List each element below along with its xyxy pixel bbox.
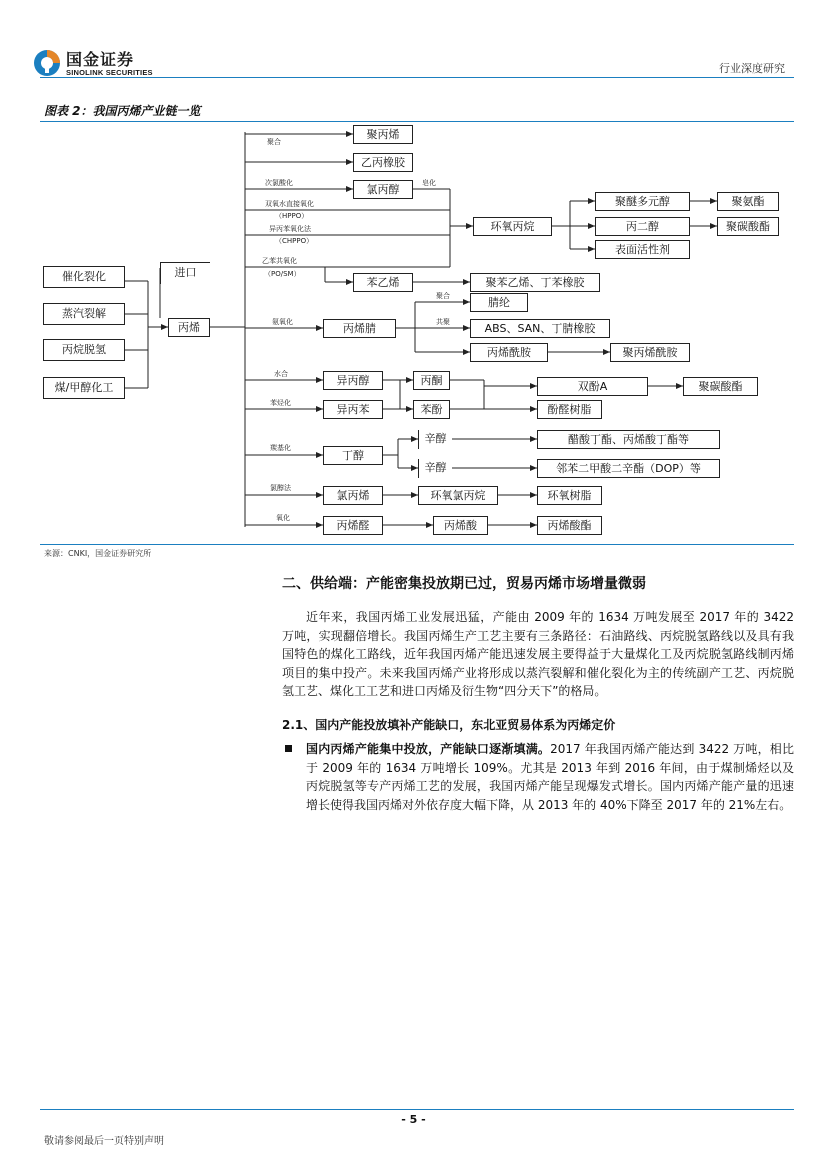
node-polycarbonate-pc: 聚碳酸酯 <box>717 217 779 236</box>
footer-rule <box>40 1109 794 1110</box>
node-pdh: 丙烷脱氢 <box>43 339 125 361</box>
label-hypochlorination: 次氯酸化 <box>265 179 293 187</box>
node-acrylic-acid: 丙烯酸 <box>433 516 488 535</box>
label-ammoxidation: 氨氧化 <box>272 318 293 326</box>
node-butyl-esters: 醋酸丁酯、丙烯酸丁酯等 <box>537 430 720 449</box>
node-acrylate: 丙烯酸酯 <box>537 516 602 535</box>
node-dop: 邻苯二甲酸二辛酯（DOP）等 <box>537 459 720 478</box>
node-octanol: 辛醇 <box>418 430 452 449</box>
label-hppo: 双氧水直接氧化 <box>265 200 314 208</box>
label-hppo-abbr: （HPPO） <box>275 212 309 220</box>
bullet-body: 2017 年我国丙烯产能达到 3422 万吨，相比于 2009 年的 1634 万吨增长 109%。尤其是 2013 年到 2016 年间，由于煤制烯烃以及丙烷脱氢等专产丙烯工艺的发展，我国丙烯产能呈现爆发式增长。国内丙烯产能产量的迅速增长使得我国丙烯对外依存度大幅下降，从 2013 年的 40%下降至 2017 年的 21%左右。 <box>306 742 794 812</box>
figure-source: 来源：CNKI，国金证券研究所 <box>44 549 152 558</box>
label-polymerization-2: 聚合 <box>436 292 450 300</box>
square-bullet-icon <box>285 745 292 752</box>
node-octanol-2: 辛醇 <box>418 459 452 478</box>
page-number: - 5 - <box>401 1113 426 1126</box>
section-title: 二、供给端：产能密集投放期已过，贸易丙烯市场增量微弱 <box>282 576 646 592</box>
node-allyl-chloride: 氯丙烯 <box>323 486 383 505</box>
node-acrylic-fiber: 腈纶 <box>470 293 528 312</box>
node-acrylonitrile: 丙烯腈 <box>323 319 396 338</box>
node-cat-cracking: 催化裂化 <box>43 266 125 288</box>
label-hydroformylation: 羰基化 <box>270 444 291 452</box>
propylene-chain-diagram <box>40 122 794 543</box>
bullet-text <box>306 740 794 814</box>
label-saponification: 皂化 <box>422 179 436 187</box>
footer-disclaimer: 敬请参阅最后一页特别声明 <box>44 1136 164 1147</box>
diagram-connectors <box>40 122 794 543</box>
label-polymerization: 聚合 <box>267 138 281 146</box>
section-subtitle: 2.1、国内产能投放填补产能缺口，东北亚贸易体系为丙烯定价 <box>282 718 616 732</box>
label-chppo: 异丙苯氧化法 <box>269 225 311 233</box>
figure-title: 图表 2：我国丙烯产业链一览 <box>44 104 201 118</box>
node-polyether-polyol: 聚醚多元醇 <box>595 192 690 211</box>
label-posm-abbr: （PO/SM） <box>264 270 301 278</box>
node-acetone: 丙酮 <box>413 371 450 390</box>
node-phenolic-resin: 酚醛树脂 <box>537 400 602 419</box>
header-rule <box>40 77 794 78</box>
label-chlorination: 氯醇法 <box>270 484 291 492</box>
node-ps-sbr: 聚苯乙烯、丁苯橡胶 <box>470 273 600 292</box>
node-propylene-glycol: 丙二醇 <box>595 217 690 236</box>
node-import: 进口 <box>160 262 210 284</box>
bullet-lead: 国内丙烯产能集中投放，产能缺口逐渐填满。 <box>306 742 551 756</box>
node-styrene: 苯乙烯 <box>353 273 413 292</box>
label-copolymerization: 共聚 <box>436 318 450 326</box>
node-bisphenol-a: 双酚A <box>537 377 648 396</box>
node-cumene: 异丙苯 <box>323 400 383 419</box>
label-chppo-abbr: （CHPPO） <box>275 237 314 245</box>
node-butanol: 丁醇 <box>323 446 383 465</box>
logo-mark-icon <box>32 48 62 78</box>
node-epr: 乙丙橡胶 <box>353 153 413 172</box>
node-isopropanol: 异丙醇 <box>323 371 383 390</box>
node-steam-cracking: 蒸汽裂解 <box>43 303 125 325</box>
logo-cn-text: 国金证券 <box>66 50 135 69</box>
label-oxidation: 氧化 <box>276 514 290 522</box>
node-phenol: 苯酚 <box>413 400 450 419</box>
node-acrylamide: 丙烯酰胺 <box>470 343 548 362</box>
logo-en-text: SINOLINK SECURITIES <box>66 68 153 77</box>
bullet-item <box>282 740 794 814</box>
node-chlorohydrin: 氯丙醇 <box>353 180 413 199</box>
node-propylene-oxide: 环氧丙烷 <box>473 217 552 236</box>
label-hydration: 水合 <box>274 370 288 378</box>
node-polypropylene: 聚丙烯 <box>353 125 413 144</box>
node-polyurethane: 聚氨酯 <box>717 192 779 211</box>
node-epichlorohydrin: 环氧氯丙烷 <box>418 486 498 505</box>
node-abs-san: ABS、SAN、丁腈橡胶 <box>470 319 610 338</box>
node-epoxy-resin: 环氧树脂 <box>537 486 602 505</box>
label-posm: 乙苯共氧化 <box>262 257 297 265</box>
node-acrolein: 丙烯醛 <box>323 516 383 535</box>
node-polyacrylamide: 聚丙烯酰胺 <box>610 343 690 362</box>
node-ctl: 煤/甲醇化工 <box>43 377 125 399</box>
section-paragraph: 近年来，我国丙烯工业发展迅猛，产能由 2009 年的 1634 万吨发展至 2017 年的 3422 万吨，实现翻倍增长。我国丙烯生产工艺主要有三条路径：石油路线、丙烷脱氢路线以及具有我国特色的煤化工路线，近年我国丙烯产能迅速发展主要得益于大量煤化工及丙烷脱氢路线制丙烯项目的集中投产。未来我国丙烯产业将形成以蒸汽裂解和催化裂化为主的传统副产工艺、丙烷脱氢工艺、煤化工工艺和进口丙烯及衍生物“四分天下”的格局。 <box>282 610 794 698</box>
label-alkylation: 苯烃化 <box>270 399 291 407</box>
node-polycarbonate: 聚碳酸酯 <box>683 377 758 396</box>
report-type: 行业深度研究 <box>719 62 785 75</box>
figure-bottom-rule <box>40 544 794 545</box>
node-propylene: 丙烯 <box>168 318 210 337</box>
logo <box>32 47 162 79</box>
node-surfactant: 表面活性剂 <box>595 240 690 259</box>
